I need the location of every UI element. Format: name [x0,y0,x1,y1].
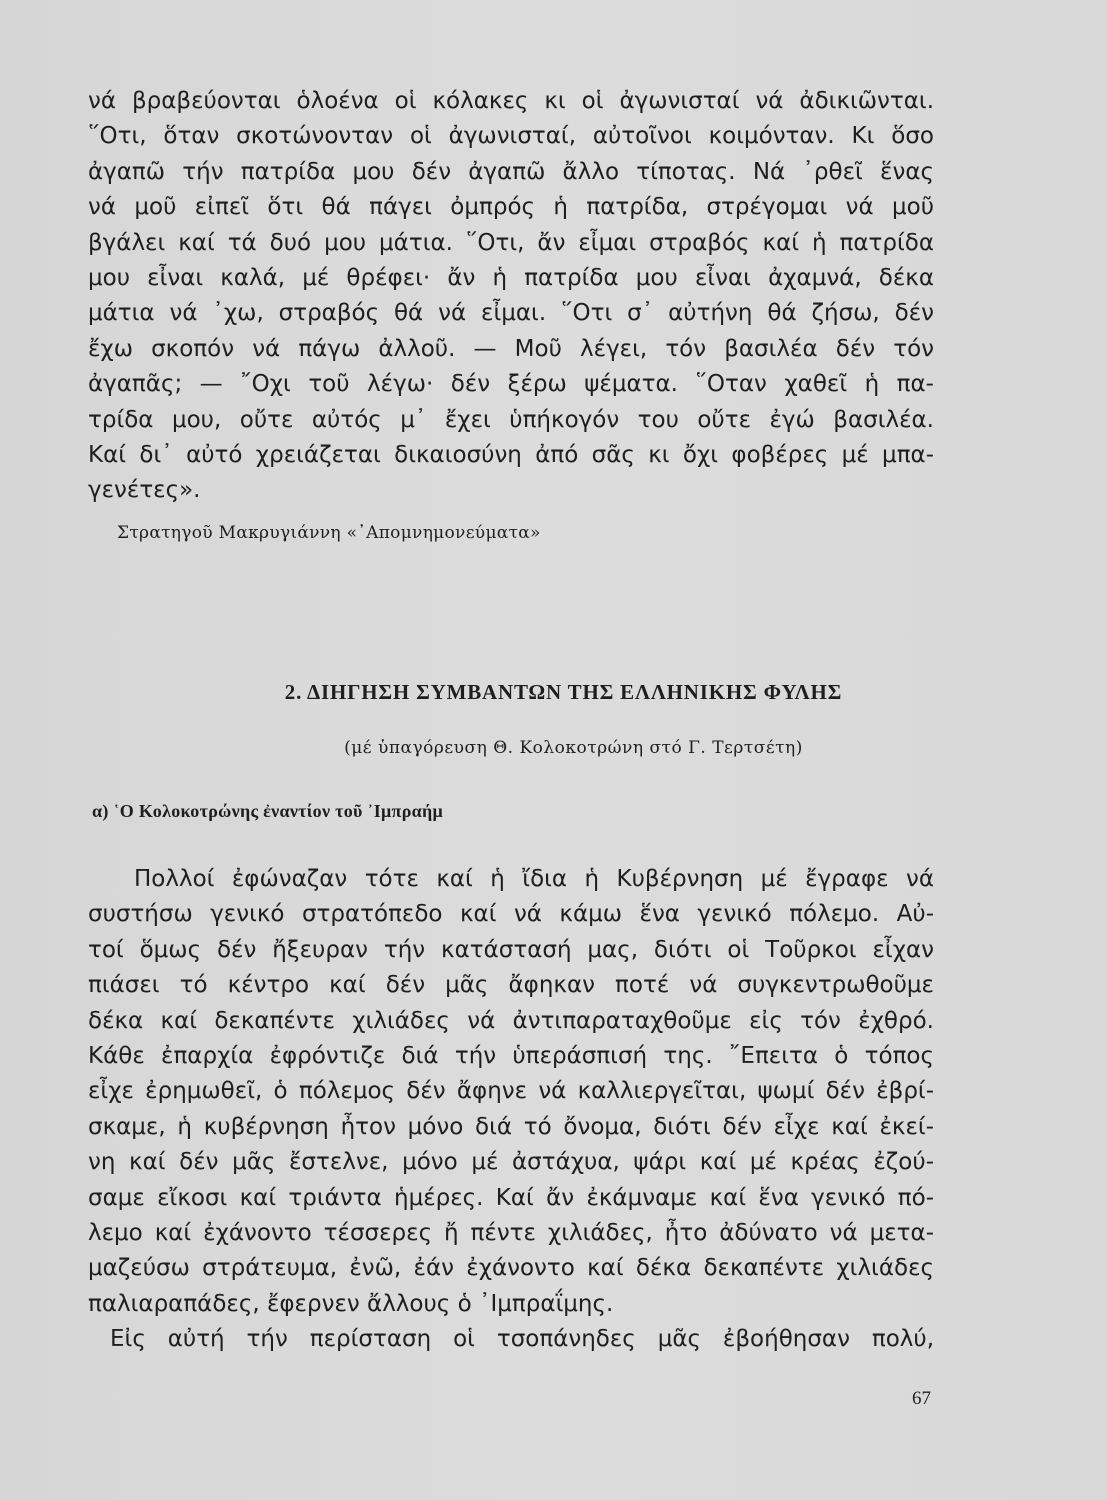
page-number: 67 [912,1388,931,1409]
text-line: δέκα καί δεκαπέντε χιλιάδες νά ἀντιπαραταχθοῦμε εἰς τόν ἐχθρό. [88,1007,934,1034]
text-line: ἀγαπῶ τήν πατρίδα μου δέν ἀγαπῶ ἄλλο τίποτας. Νά ᾿ρθεῖ ἕνας [88,158,934,185]
text-line: παλιαραπάδες, ἔφερνεν ἄλλους ὁ ᾿Ιμπραΐμης. [88,1290,614,1317]
text-line: ἔχω σκοπόν νά πάγω ἀλλοῦ. — Μοῦ λέγει, τόν βασιλέα δέν τόν [88,335,934,362]
text-line: τοί ὅμως δέν ἤξευραν τήν κατάστασή μας, διότι οἱ Τοῦρκοι εἶχαν [88,936,934,963]
text-line: νά μοῦ εἰπεῖ ὅτι θά πάγει ὀμπρός ἡ πατρίδα, στρέγομαι νά μοῦ [88,194,934,221]
text-line: μαζεύσω στράτευμα, ἐνῶ, ἐάν ἐχάνοντο καί δέκα δεκαπέντε χιλιάδες [88,1255,934,1282]
section-heading: 2. ΔΙΗΓΗΣΗ ΣΥΜΒΑΝΤΩΝ ΤΗΣ ΕΛΛΗΝΙΚΗΣ ΦΥΛΗΣ [284,680,843,704]
quote-source: Στρατηγοῦ Μακρυγιάννη «᾿Απομνημονεύματα» [117,523,541,543]
quote-passage [88,84,934,509]
text-line: Εἰς αὐτή τήν περίσταση οἱ τσοπάνηδες μᾶς ἐβοήθησαν πολύ, [110,1326,934,1353]
text-line: νη καί δέν μᾶς ἔστελνε, μόνο μέ ἀστάχυα, ψάρι καί μέ κρέας ἐζού- [88,1149,934,1176]
text-line: σαμε εἴκοσι καί τριάντα ἡμέρες. Καί ἄν ἐκάμναμε καί ἕνα γενικό πό- [88,1184,934,1211]
text-line: σκαμε, ἡ κυβέρνηση ἦτον μόνο διά τό ὄνομα, διότι δέν εἶχε καί ἐκεί- [88,1113,934,1140]
text-line: συστήσω γενικό στρατόπεδο καί νά κάμω ἕνα γενικό πόλεμο. Αὐ- [88,901,934,928]
text-line: γενέτες». [88,477,201,504]
section-dictation-note: (μέ ὑπαγόρευση Θ. Κολοκοτρώνη στό Γ. Τερτσέτη) [344,738,803,758]
text-line: μου εἶναι καλά, μέ θρέφει· ἄν ἡ πατρίδα μου εἶναι ἀχαμνά, δέκα [88,264,934,291]
text-line: νά βραβεύονται ὁλοένα οἱ κόλακες κι οἱ ἀγωνισταί νά ἀδικιῶνται. [88,88,934,114]
text-line: Πολλοί ἐφώναζαν τότε καί ἡ ἴδια ἡ Κυβέρνηση μέ ἔγραφε νά [134,866,934,892]
text-line: Καί δι᾿ αὐτό χρειάζεται δικαιοσύνη ἀπό σᾶς κι ὄχι φοβέρες μέ μπα- [88,441,934,468]
text-line: ῞Οτι, ὅταν σκοτώνονταν οἱ ἀγωνισταί, αὐτοῖνοι κοιμόνταν. Κι ὅσο [88,123,934,150]
section-subheading: α) ῾Ο Κολοκοτρώνης ἐναντίον τοῦ ᾿Ιμπραήμ [92,801,444,821]
text-line: λεμο καί ἐχάνοντο τέσσερες ἤ πέντε χιλιάδες, ἦτο ἀδύνατο νά μετα- [88,1219,934,1246]
text-line: βγάλει καί τά δυό μου μάτια. ῞Οτι, ἄν εἶμαι στραβός καί ἡ πατρίδα [88,229,934,256]
text-line: εἶχε ἐρημωθεῖ, ὁ πόλεμος δέν ἄφηνε νά καλλιεργεῖται, ψωμί δέν ἐβρί- [88,1078,934,1105]
text-line: ἀγαπᾶς; — ῎Οχι τοῦ λέγω· δέν ξέρω ψέματα. ῞Οταν χαθεῖ ἡ πα- [88,371,934,398]
text-line: πιάσει τό κέντρο καί δέν μᾶς ἄφηκαν ποτέ νά συγκεντρωθοῦμε [88,972,934,999]
narrative-passage [88,862,934,1357]
text-line: τρίδα μου, οὔτε αὐτός μ᾿ ἔχει ὑπήκογόν του οὔτε ἐγώ βασιλέα. [88,406,934,433]
text-line: μάτια νά ᾿χω, στραβός θά νά εἶμαι. ῞Οτι σ᾿ αὐτήνη θά ζήσω, δέν [88,300,934,327]
text-line: Κάθε ἐπαρχία ἐφρόντιζε διά τήν ὑπεράσπισή της. ῎Επειτα ὁ τόπος [88,1042,934,1069]
